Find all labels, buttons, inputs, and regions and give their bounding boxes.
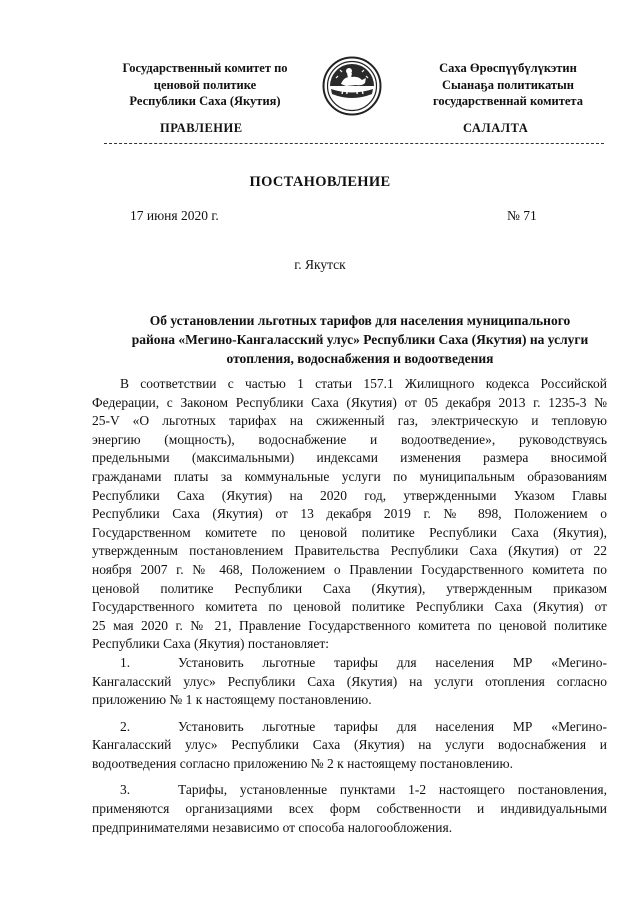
header-divider: [104, 143, 604, 144]
body-line: гражданами платы за коммунальные услуги по муниципальным образованиям: [92, 468, 607, 484]
body-line: предельными (максимальными) индексами изменения размера вносимой: [92, 450, 607, 466]
right-organization-name: [398, 60, 618, 110]
body-line: Государственного комитета по ценовой политике Республики Саха (Якутия) от: [92, 599, 607, 615]
left-org-line: Республики Саха (Якутия): [129, 94, 281, 108]
body-line: 25-V «О льготных тарифах на сжиженный газ, электрическую и тепловую: [92, 413, 607, 429]
document-type: ПОСТАНОВЛЕНИЕ: [249, 174, 391, 190]
title-line: района «Мегино-Кангаласский улус» Республики Саха (Якутия) на услуги: [131, 332, 589, 347]
body-line: В соответствии с частью 1 статьи 157.1 Жилищного кодекса Российской: [120, 376, 607, 391]
body-line: Кангаласский улус» Республики Саха (Якутия) на услуги водоснабжения и: [92, 737, 607, 753]
preamble-paragraph: [92, 375, 607, 654]
item-number: 1.: [120, 654, 131, 670]
body-line: ноября 2007 г. № 468, Положением о Правлении Государственного комитета по: [92, 561, 607, 577]
body-line: применяются организациями всех форм собственности и индивидуальными: [92, 801, 607, 817]
coat-of-arms-emblem: [322, 56, 382, 116]
document-number: № 71: [507, 208, 537, 223]
list-item: [92, 781, 607, 837]
document-title: [100, 311, 620, 368]
right-org-line: Саха Өрөспүүбүлүкэтин: [439, 61, 577, 75]
right-org-line: Сыанаҕа политикатын: [442, 77, 574, 92]
body-line: Республики Саха (Якутия) от 13 декабря 2019 г. № 898, Положением о: [92, 506, 607, 522]
body-line: ценовой политике Республики Саха (Якутия), утвержденным приказом: [92, 580, 607, 596]
body-line: Кангаласский улус» Республики Саха (Якутия) на услуги отопления согласно: [92, 673, 607, 689]
list-item: [92, 718, 607, 774]
title-line: отопления, водоснабжения и водоотведения: [226, 351, 494, 366]
item-number: 3.: [120, 782, 131, 798]
body-line: Тарифы, установленные пунктами 1-2 настоящего постановления,: [178, 782, 607, 798]
left-org-line: ценовой политике: [153, 77, 257, 92]
body-line: Республики Саха (Якутия) на 2020 год, утвержденными Указом Главы: [92, 487, 607, 503]
body-line: Республики Саха (Якутия) постановляет:: [92, 636, 329, 652]
board-title-right: САЛАЛТА: [463, 121, 529, 135]
body-line: предпринимателями независимо от способа налогообложения.: [92, 819, 453, 835]
body-line: 25 мая 2020 г. № 21, Правление Государственного комитета по ценовой политике: [92, 617, 607, 633]
list-item: [92, 654, 607, 710]
body-line: энергию (мощность), водоснабжение и водоотведение», руководствуясь: [92, 431, 607, 447]
title-line: Об установлении льготных тарифов для населения муниципального: [149, 313, 571, 328]
body-line: Установить льготные тарифы для населения МР «Мегино-: [178, 718, 607, 734]
left-organization-name: [95, 60, 315, 110]
body-line: Установить льготные тарифы для населения МР «Мегино-: [178, 654, 607, 670]
body-line: Федерации, с Законом Республики Саха (Якутия) от 05 декабря 2013 г. 1235-3 №: [92, 394, 607, 410]
document-place: г. Якутск: [294, 257, 346, 272]
document-body: [92, 375, 607, 837]
item-number: 2.: [120, 718, 131, 734]
body-line: утвержденным постановлением Правительства Республики Саха (Якутия) от 22: [92, 543, 607, 559]
document-date: 17 июня 2020 г.: [130, 208, 219, 223]
body-line: Государственном комитете по ценовой политике Республики Саха (Якутия),: [92, 524, 607, 540]
board-title-left: ПРАВЛЕНИЕ: [160, 121, 243, 135]
body-line: водоотведения согласно приложению № 2 к настоящему постановлению.: [92, 755, 513, 771]
right-org-line: государственнай комитета: [433, 94, 583, 108]
body-line: приложению № 1 к настоящему постановлению.: [92, 692, 372, 708]
left-org-line: Государственный комитет по: [122, 61, 288, 75]
